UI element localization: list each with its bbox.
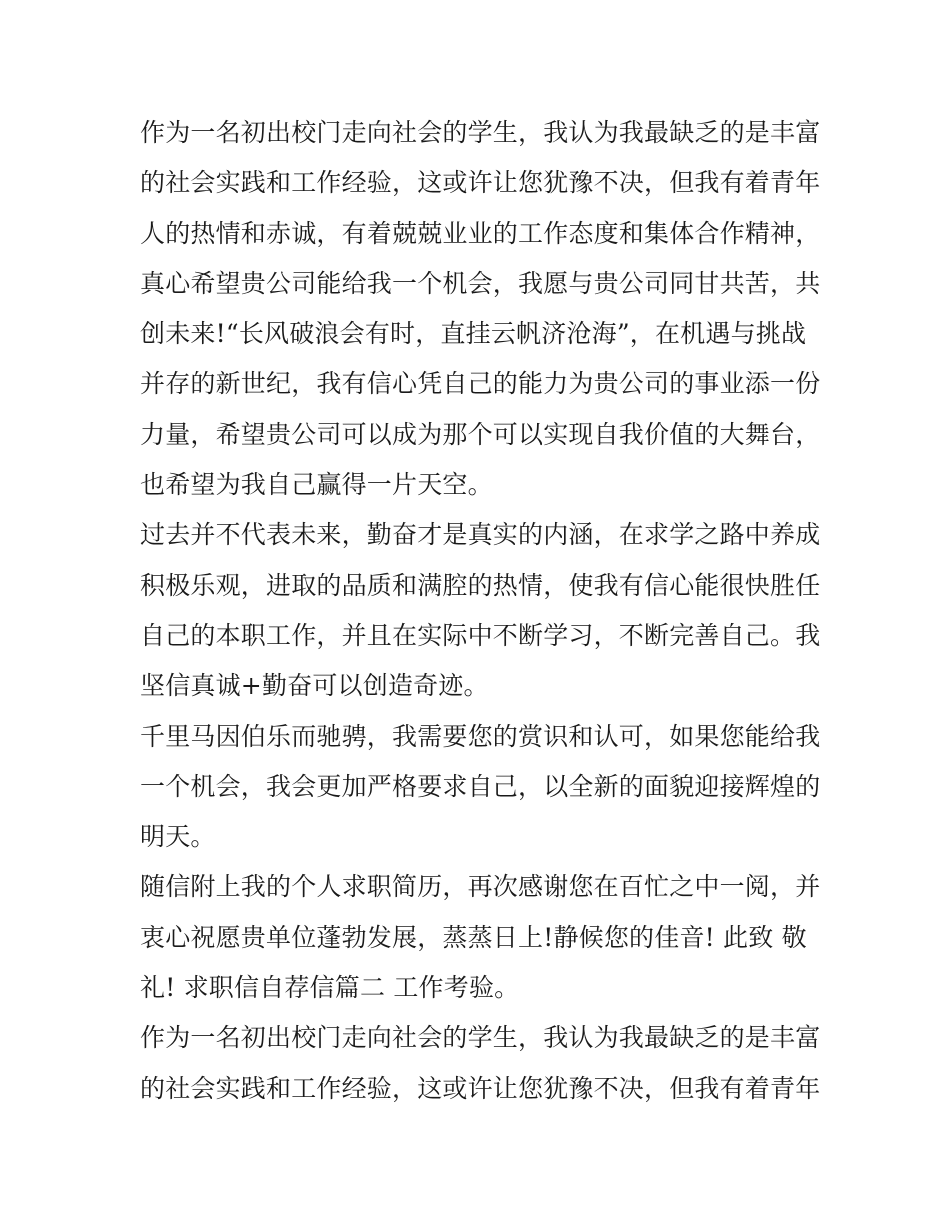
text-line: 作为一名初出校门走向社会的学生，我认为我最缺乏的是丰富 <box>140 118 821 147</box>
text-line: 千里马因伯乐而驰骋，我需要您的赏识和认可，如果您能给我 <box>140 721 821 751</box>
text-line: 明天。 <box>140 822 216 852</box>
text-line: 的社会实践和工作经验，这或许让您犹豫不决，但我有着青年 <box>140 1073 821 1103</box>
text-line: 并存的新世纪，我有信心凭自己的能力为贵公司的事业添一份 <box>140 369 821 399</box>
document-body <box>140 108 820 1114</box>
text-line: 礼! 求职信自荐信篇二 工作考验。 <box>140 973 520 1003</box>
text-line: 的社会实践和工作经验，这或许让您犹豫不决，但我有着青年 <box>140 168 821 198</box>
text-line: 过去并不代表未来，勤奋才是真实的内涵，在求学之路中养成 <box>140 520 821 550</box>
text-line: 真心希望贵公司能给我一个机会，我愿与贵公司同甘共苦，共 <box>140 268 821 298</box>
text-line: 创未来!“长风破浪会有时，直挂云帆济沧海”，在机遇与挑战 <box>140 319 807 349</box>
paragraph-1 <box>140 108 820 510</box>
text-line: 自己的本职工作，并且在实际中不断学习，不断完善自己。我 <box>140 620 821 650</box>
text-line: 力量，希望贵公司可以成为那个可以实现自我价值的大舞台， <box>140 419 821 449</box>
text-line: 坚信真诚+勤奋可以创造奇迹。 <box>140 671 489 701</box>
text-line: 也希望为我自己赢得一片天空。 <box>140 470 493 500</box>
paragraph-3 <box>140 712 820 863</box>
text-line: 随信附上我的个人求职简历，再次感谢您在百忙之中一阅，并 <box>140 872 821 902</box>
text-line: 衷心祝愿贵单位蓬勃发展，蒸蒸日上!静候您的佳音! 此致 敬 <box>140 922 807 952</box>
paragraph-4 <box>140 862 820 1013</box>
text-line: 人的热情和赤诚，有着兢兢业业的工作态度和集体合作精神， <box>140 218 821 248</box>
text-line: 积极乐观，进取的品质和满腔的热情，使我有信心能很快胜任 <box>140 570 821 600</box>
text-line: 作为一名初出校门走向社会的学生，我认为我最缺乏的是丰富 <box>140 1023 821 1053</box>
paragraph-5 <box>140 1013 820 1114</box>
paragraph-2 <box>140 510 820 711</box>
text-line: 一个机会，我会更加严格要求自己，以全新的面貌迎接辉煌的 <box>140 771 821 801</box>
